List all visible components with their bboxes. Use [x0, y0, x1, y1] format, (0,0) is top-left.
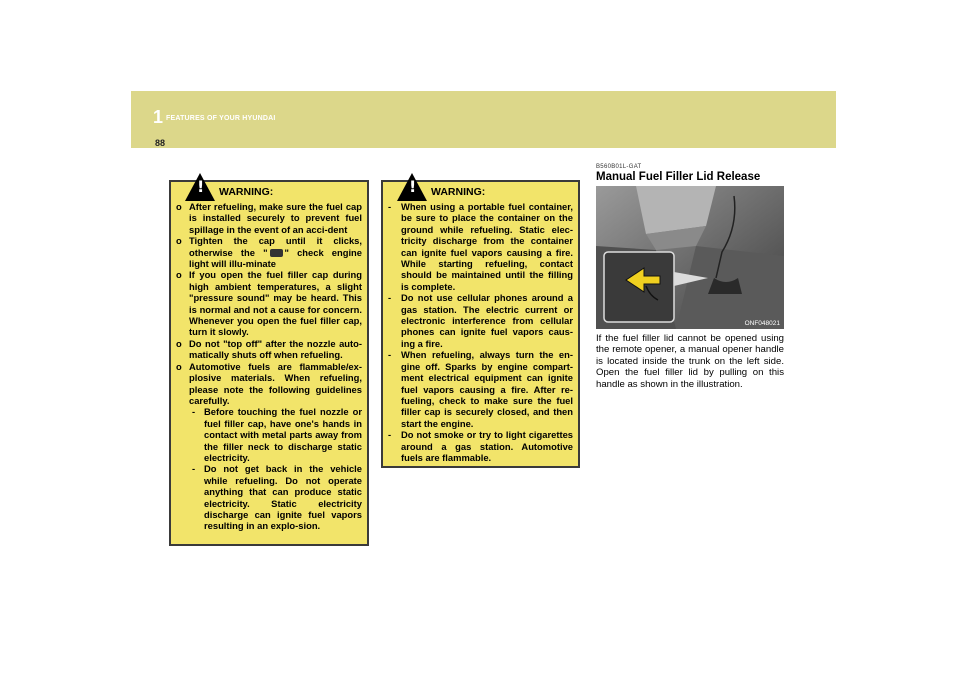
warning-subitem: - Do not get back in the vehicle while refueling. Do not operate anything that can produce static electricity. Static electricity discharge can ignite fuel vapors resulting in an explo-sion.	[192, 463, 362, 532]
warning-item: - Do not smoke or try to light cigarettes around a gas station. Automotive fuels are flammable.	[388, 429, 573, 463]
trunk-interior-illustration	[596, 186, 784, 329]
chapter-number: 1	[153, 107, 164, 127]
chapter-title: FEATURES OF YOUR HYUNDAI	[166, 115, 276, 122]
warning-item: o If you open the fuel filler cap during high ambient temperatures, a slight "pressure sound" may be heard. This is normal and not a cause for concern. Whenever you open the fuel filler cap, turn it slowly.	[176, 269, 362, 338]
warning-box-middle	[381, 177, 580, 468]
warning-item: o After refueling, make sure the fuel cap is installed securely to prevent fuel spillage in the event of an acci-dent	[176, 201, 362, 235]
warning-subitem: - Before touching the fuel nozzle or fuel filler cap, have one's hands in contact with metal parts away from the filler neck to discharge static electricity.	[192, 406, 362, 463]
warning-item: o Automotive fuels are flammable/ex-plosive materials. When refueling, please note the following guidelines carefully. - Before touching the fuel nozzle or fuel filler cap, have one's hands in contact with metal parts away from the filler neck to discharge static electricity. - Do not get back in the vehicle while refueling. Do not operate anything that can produce static electricity. Static electricity discharge can ignite fuel vapors resulting in an explo-sion.	[176, 360, 362, 532]
warning-sublist	[189, 406, 362, 531]
warning-list	[175, 201, 362, 532]
warning-box-left	[169, 177, 369, 546]
warning-list	[387, 201, 573, 463]
section-body-text: If the fuel filler lid cannot be opened using the remote opener, a manual opener handle is located inside the trunk on the left side. Open the fuel filler lid by pulling on this handle as shown in the illustration.	[596, 333, 784, 390]
check-engine-icon	[270, 249, 283, 257]
page-number: 88	[155, 138, 166, 148]
warning-icon: !	[397, 173, 427, 201]
photo-code: ONF048021	[744, 320, 780, 327]
section-title: Manual Fuel Filler Lid Release	[596, 171, 761, 183]
warning-item: o Do not "top off" after the nozzle auto-matically shuts off when refueling.	[176, 337, 362, 361]
warning-icon: !	[185, 173, 215, 201]
warning-item: - Do not use cellular phones around a gas station. The electric current or electronic interference from cellular phones can ignite fuel vapors caus-ing a fire.	[388, 292, 573, 349]
warning-item: - When using a portable fuel container, be sure to place the container on the ground while refueling. Static elec-tricity discharge from the container can ignite fuel vapors causing a fire. While starting refueling, contact should be maintained until the filling is complete.	[388, 201, 573, 292]
warning-title: WARNING:	[219, 186, 274, 198]
warning-item: - When refueling, always turn the en-gine off. Sparks by engine compart-ment electrical equipment can ignite fuel vapors causing a fire. After re-fueling, check to make sure the fuel filler cap is securely closed, and then start the engine.	[388, 349, 573, 429]
section-code: B560B01L-GAT	[596, 164, 642, 170]
warning-item: o Tighten the cap until it clicks, otherwise the " " check engine light will illu-minate	[176, 235, 362, 270]
fuel-lid-release-photo	[596, 186, 784, 329]
warning-title: WARNING:	[431, 186, 486, 198]
